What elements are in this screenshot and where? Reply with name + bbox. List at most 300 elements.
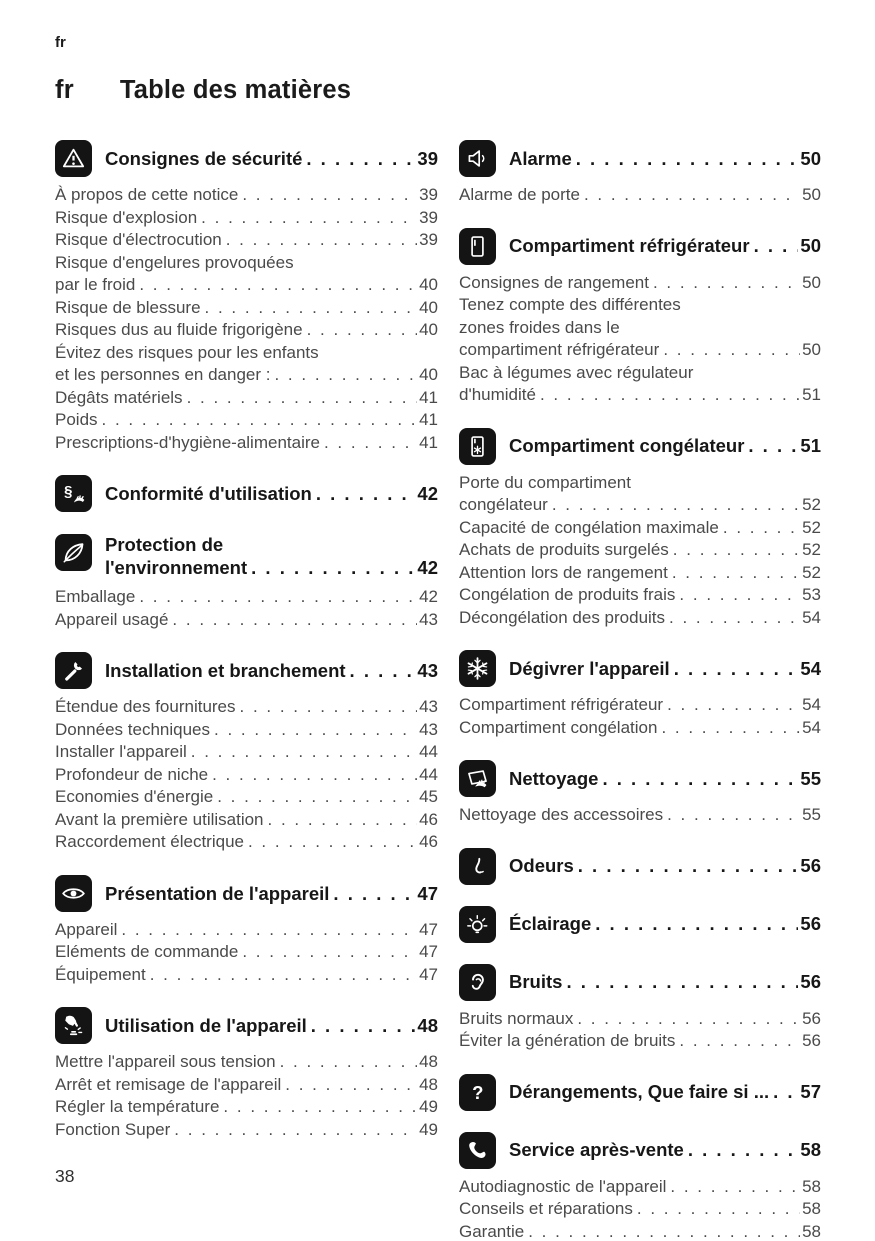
entry-label: Prescriptions-d'hygiène-alimentaire (55, 432, 320, 452)
dot-leader (637, 1198, 800, 1221)
entry-page-number: 39 (419, 230, 438, 249)
entry-label: Mettre l'appareil sous tension (55, 1052, 276, 1072)
dot-leader (205, 297, 418, 320)
section-entries (459, 694, 821, 739)
dot-leader (679, 584, 800, 607)
entry-label: Poids (55, 410, 98, 429)
entry-page-number: 52 (802, 562, 821, 582)
entry-line: Tenez compte des différentes (459, 295, 681, 314)
conformity-paragraph-icon (55, 475, 92, 512)
entry-label: compartiment réfrigérateur (459, 340, 660, 359)
toc-entry (55, 919, 438, 942)
toc-entry (55, 387, 438, 410)
entry-line: Risque d'engelures provoquées (55, 252, 294, 272)
dot-leader (251, 556, 415, 579)
toc-section (459, 760, 821, 797)
toc-entry (459, 517, 821, 540)
section-title-line: Présentation de l'appareil (105, 882, 330, 904)
dot-leader (172, 609, 417, 632)
dot-leader (754, 234, 799, 257)
toc-section (459, 228, 821, 265)
entry-row (459, 562, 821, 585)
bulb-icon (459, 906, 496, 943)
dot-leader (268, 809, 418, 832)
entry-label: Profondeur de niche (55, 764, 209, 784)
section-title-row (509, 767, 821, 790)
dot-leader (223, 1096, 417, 1119)
section-title-row (105, 147, 438, 170)
dot-leader (191, 741, 417, 764)
toc-entry (55, 696, 438, 719)
dot-leader (350, 659, 416, 682)
entry-row (55, 609, 438, 632)
entry-label: Équipement (55, 964, 146, 984)
section-title-row (509, 234, 821, 257)
entry-page-number: 58 (802, 1176, 821, 1196)
dot-leader (285, 1074, 417, 1097)
eye-icon (55, 875, 92, 912)
dot-leader (577, 1008, 800, 1031)
section-entries (459, 272, 821, 407)
toc-entry (55, 786, 438, 809)
freezer-icon (459, 428, 496, 465)
dot-leader (316, 482, 416, 505)
entry-page-number: 40 (419, 320, 438, 339)
entry-page-number: 43 (419, 719, 438, 739)
dot-leader (242, 184, 417, 207)
toc-column-left (55, 140, 438, 1141)
entry-row (55, 1119, 438, 1142)
dot-leader (552, 494, 800, 517)
page-title-text: Table des matières (119, 76, 352, 104)
dot-leader (578, 854, 799, 877)
entry-label: À propos de cette notice (55, 185, 239, 204)
entry-label: Attention lors de rangement (459, 562, 668, 582)
toc-section (459, 964, 821, 1001)
fridge-icon (459, 228, 496, 265)
dot-leader (174, 1119, 417, 1142)
toc-entry (459, 562, 821, 585)
toc-entry (55, 184, 438, 207)
page-title-prefix: fr (55, 76, 74, 104)
dot-leader (306, 147, 415, 170)
entry-label: congélateur (459, 495, 548, 514)
entry-page-number: 51 (802, 385, 821, 404)
toc-entry (55, 342, 438, 387)
toc-section (459, 140, 821, 177)
dot-leader (674, 657, 799, 680)
toc-entry (459, 1176, 821, 1199)
dot-leader (212, 764, 417, 787)
entry-label: Éviter la génération de bruits (459, 1031, 676, 1050)
section-entries (55, 1051, 438, 1141)
dot-leader (584, 184, 800, 207)
toc-section (55, 1007, 438, 1044)
toc-entry (459, 272, 821, 295)
toc-entry (55, 831, 438, 854)
section-title-row (509, 657, 821, 680)
entry-page-number: 53 (802, 585, 821, 604)
dot-leader (595, 912, 798, 935)
section-page-number: 50 (800, 147, 821, 169)
entry-row (459, 494, 821, 517)
section-title-line: Nettoyage (509, 767, 599, 789)
toc-entry (459, 607, 821, 630)
cleaning-icon (459, 760, 496, 797)
section-title (509, 428, 821, 465)
section-title (105, 140, 438, 177)
entry-row (55, 184, 438, 207)
section-page-number: 56 (800, 855, 821, 877)
dot-leader (139, 274, 417, 297)
entry-row (459, 339, 821, 362)
entry-row (459, 1176, 821, 1199)
dot-leader (673, 539, 800, 562)
entry-row (459, 607, 821, 630)
entry-row (55, 764, 438, 787)
dot-leader (214, 719, 417, 742)
entry-row (459, 384, 821, 407)
entry-row (459, 694, 821, 717)
entry-page-number: 44 (419, 764, 438, 784)
section-title-line: Utilisation de l'appareil (105, 1015, 307, 1037)
dot-leader (217, 786, 417, 809)
entry-label: Avant la première utilisation (55, 809, 264, 829)
entry-page-number: 58 (802, 1221, 821, 1241)
entry-row (55, 207, 438, 230)
dot-leader (653, 272, 800, 295)
dot-leader (333, 882, 415, 905)
entry-label: Régler la température (55, 1097, 220, 1117)
entry-page-number: 54 (802, 717, 821, 737)
page-title (55, 76, 821, 105)
entry-page-number: 56 (802, 1008, 821, 1028)
entry-page-number: 54 (802, 607, 821, 627)
section-title (509, 228, 821, 265)
entry-label: Arrêt et remisage de l'appareil (55, 1074, 282, 1094)
entry-page-number: 42 (419, 587, 438, 607)
dot-leader (187, 387, 418, 410)
entry-line: Évitez des risques pour les enfants (55, 342, 319, 362)
entry-row (55, 409, 438, 432)
toc-entry (55, 297, 438, 320)
toc-entry (459, 1198, 821, 1221)
toc-entry (459, 694, 821, 717)
dot-leader (226, 229, 417, 252)
section-title (105, 475, 438, 512)
entry-label: Risque d'explosion (55, 207, 198, 227)
ear-icon (459, 964, 496, 1001)
entry-page-number: 43 (419, 609, 438, 629)
dot-leader (307, 319, 417, 342)
entry-label: Bruits normaux (459, 1008, 574, 1028)
entry-line: zones froides dans le (459, 317, 620, 337)
phone-icon (459, 1132, 496, 1169)
section-title (509, 650, 821, 687)
entry-page-number: 56 (802, 1031, 821, 1050)
toc-entry (55, 764, 438, 787)
toc-entry (55, 964, 438, 987)
entry-label: Alarme de porte (459, 185, 580, 204)
entry-row (55, 831, 438, 854)
toc-entry (459, 472, 821, 517)
toc-entry (55, 229, 438, 252)
toc-entry (459, 362, 821, 407)
section-entries (459, 1176, 821, 1241)
section-title-line: Compartiment congélateur (509, 435, 745, 457)
wrench-icon (55, 652, 92, 689)
entry-label: Autodiagnostic de l'appareil (459, 1176, 667, 1196)
section-page-number: 56 (800, 913, 821, 935)
toc-entry (459, 184, 821, 207)
section-entries (459, 1008, 821, 1053)
entry-page-number: 52 (802, 517, 821, 537)
dot-leader (242, 941, 417, 964)
dot-leader (723, 517, 800, 540)
entry-page-number: 48 (419, 1052, 438, 1072)
section-title-row (105, 556, 438, 579)
section-title (509, 1074, 821, 1111)
entry-page-number: 40 (419, 297, 438, 317)
dot-leader (121, 919, 417, 942)
entry-label: Eléments de commande (55, 942, 239, 962)
entry-label: Risques dus au fluide frigorigène (55, 320, 303, 339)
entry-page-number: 47 (419, 942, 438, 962)
section-title (105, 1007, 438, 1044)
section-title-line: Dégivrer l'appareil (509, 657, 670, 679)
entry-label: Capacité de congélation maximale (459, 517, 719, 537)
entry-page-number: 47 (419, 964, 438, 984)
entry-page-number: 55 (802, 805, 821, 824)
dot-leader (670, 1176, 800, 1199)
section-page-number: 42 (417, 557, 438, 579)
section-entries (55, 184, 438, 454)
toc-entry (55, 319, 438, 342)
toc-section (459, 1132, 821, 1169)
section-page-number: 54 (800, 657, 821, 679)
section-title-line: Dérangements, Que faire si ... (509, 1081, 770, 1103)
section-page-number: 51 (800, 435, 821, 457)
entry-row (55, 364, 438, 387)
section-title-line: Compartiment réfrigérateur (509, 235, 750, 257)
section-title (105, 652, 438, 689)
entry-label: Achats de produits surgelés (459, 540, 669, 559)
entry-page-number: 54 (802, 695, 821, 714)
dot-leader (201, 207, 417, 230)
entry-label: Risque de blessure (55, 297, 201, 317)
toc-entry (459, 584, 821, 607)
entry-row (55, 741, 438, 764)
toc-entry (55, 207, 438, 230)
dot-leader (102, 409, 418, 432)
dot-leader (540, 384, 800, 407)
section-title-row (509, 1138, 821, 1161)
entry-page-number: 46 (419, 809, 438, 829)
entry-page-number: 41 (419, 410, 438, 429)
svg-text:§: § (63, 482, 73, 500)
section-title-row (509, 970, 821, 993)
entry-row (55, 432, 438, 455)
entry-page-number: 50 (802, 340, 821, 359)
section-title (509, 964, 821, 1001)
entry-page-number: 45 (419, 787, 438, 807)
entry-label: Fonction Super (55, 1119, 171, 1139)
entry-page-number: 50 (802, 272, 821, 292)
entry-label: Compartiment réfrigérateur (459, 695, 664, 714)
entry-row (55, 274, 438, 297)
section-entries (55, 919, 438, 987)
entry-label: Données techniques (55, 719, 211, 739)
entry-label: et les personnes en danger : (55, 365, 271, 384)
entry-label: Appareil (55, 919, 118, 939)
nose-icon (459, 848, 496, 885)
entry-label: Appareil usagé (55, 609, 169, 629)
section-title-line: Éclairage (509, 913, 592, 935)
section-page-number: 57 (800, 1081, 821, 1103)
dot-leader (324, 432, 417, 455)
entry-page-number: 49 (419, 1097, 438, 1117)
section-title-row (509, 912, 821, 935)
toc-entry (55, 741, 438, 764)
toc-entry (55, 252, 438, 297)
entry-row (55, 586, 438, 609)
entry-label: Garantie (459, 1221, 525, 1241)
entry-page-number: 39 (419, 185, 438, 204)
section-title-row (509, 1080, 821, 1103)
entry-page-number: 50 (802, 185, 821, 204)
section-title-row (509, 434, 821, 457)
section-entries (459, 472, 821, 630)
section-title (105, 875, 438, 912)
entry-label: Étendue des fournitures (55, 697, 236, 717)
section-entries (459, 804, 821, 827)
section-title-row (509, 854, 821, 877)
toc-entry (459, 294, 821, 362)
entry-label: Conseils et réparations (459, 1199, 633, 1218)
entry-line: Porte du compartiment (459, 472, 631, 492)
entry-row (55, 387, 438, 410)
section-page-number: 55 (800, 767, 821, 789)
entry-row (55, 964, 438, 987)
dot-leader (688, 1138, 799, 1161)
toc-entry (459, 1221, 821, 1241)
section-title-row (105, 1014, 438, 1037)
dot-leader (669, 607, 800, 630)
entry-page-number: 58 (802, 1199, 821, 1218)
section-page-number: 47 (417, 882, 438, 904)
toc-entry (459, 539, 821, 562)
entry-row (459, 1198, 821, 1221)
entry-row (55, 696, 438, 719)
footer-page-number: 38 (55, 1166, 75, 1186)
dot-leader (679, 1030, 800, 1053)
section-title (105, 533, 438, 579)
entry-label: d'humidité (459, 385, 536, 404)
entry-row (55, 229, 438, 252)
section-title-line: Protection de (105, 534, 224, 555)
dot-leader (748, 434, 798, 457)
entry-row (459, 1030, 821, 1053)
section-page-number: 58 (800, 1139, 821, 1161)
entry-label: Raccordement électrique (55, 832, 244, 852)
snowflake-icon (459, 650, 496, 687)
dot-leader (150, 964, 417, 987)
entry-row (459, 1221, 821, 1241)
toc-entry (55, 809, 438, 832)
section-page-number: 43 (417, 660, 438, 682)
entry-page-number: 49 (419, 1119, 438, 1139)
section-title-line: l'environnement (105, 557, 248, 579)
entry-row (459, 717, 821, 740)
entry-page-number: 52 (802, 540, 821, 559)
toc-entry (459, 804, 821, 827)
section-title (509, 848, 821, 885)
entry-page-number: 39 (419, 207, 438, 227)
entry-page-number: 41 (419, 432, 438, 452)
section-page-number: 39 (417, 147, 438, 169)
section-title-row (509, 147, 821, 170)
section-title (509, 760, 821, 797)
toc-columns (55, 140, 821, 1241)
entry-label: Emballage (55, 587, 136, 607)
entry-row (55, 919, 438, 942)
entry-row (459, 517, 821, 540)
entry-page-number: 48 (419, 1074, 438, 1094)
toc-section (55, 475, 438, 512)
section-title-row (105, 882, 438, 905)
entry-row (55, 319, 438, 342)
section-page-number: 48 (417, 1015, 438, 1037)
dot-leader (663, 339, 800, 362)
entry-row (55, 809, 438, 832)
section-title-line: Alarme (509, 147, 572, 169)
speaker-icon (459, 140, 496, 177)
entry-label: par le froid (55, 275, 136, 294)
language-tag: fr (55, 34, 66, 51)
entry-row (55, 941, 438, 964)
section-title-line: Bruits (509, 971, 563, 993)
toc-section (55, 875, 438, 912)
toc-entry (55, 409, 438, 432)
warning-icon (55, 140, 92, 177)
entry-label: Compartiment congélation (459, 717, 658, 737)
toc-section (459, 650, 821, 687)
dot-leader (311, 1014, 416, 1037)
toc-section (459, 1074, 821, 1111)
section-entries (55, 696, 438, 854)
section-page-number: 42 (417, 482, 438, 504)
entry-row (55, 786, 438, 809)
section-page-number: 56 (800, 971, 821, 993)
entry-page-number: 41 (419, 387, 438, 407)
toc-section (459, 428, 821, 465)
entry-label: Consignes de rangement (459, 272, 649, 292)
toc-entry (55, 586, 438, 609)
toc-section (55, 533, 438, 579)
section-entries (459, 184, 821, 207)
question-icon (459, 1074, 496, 1111)
section-title-line: Service après-vente (509, 1139, 684, 1161)
dot-leader (661, 717, 800, 740)
section-title-line: Conformité d'utilisation (105, 482, 312, 504)
dot-leader (672, 562, 800, 585)
entry-row (55, 297, 438, 320)
toc-entry (55, 609, 438, 632)
toc-section (459, 848, 821, 885)
entry-page-number: 44 (419, 742, 438, 762)
section-title (509, 906, 821, 943)
toc-entry (55, 1051, 438, 1074)
